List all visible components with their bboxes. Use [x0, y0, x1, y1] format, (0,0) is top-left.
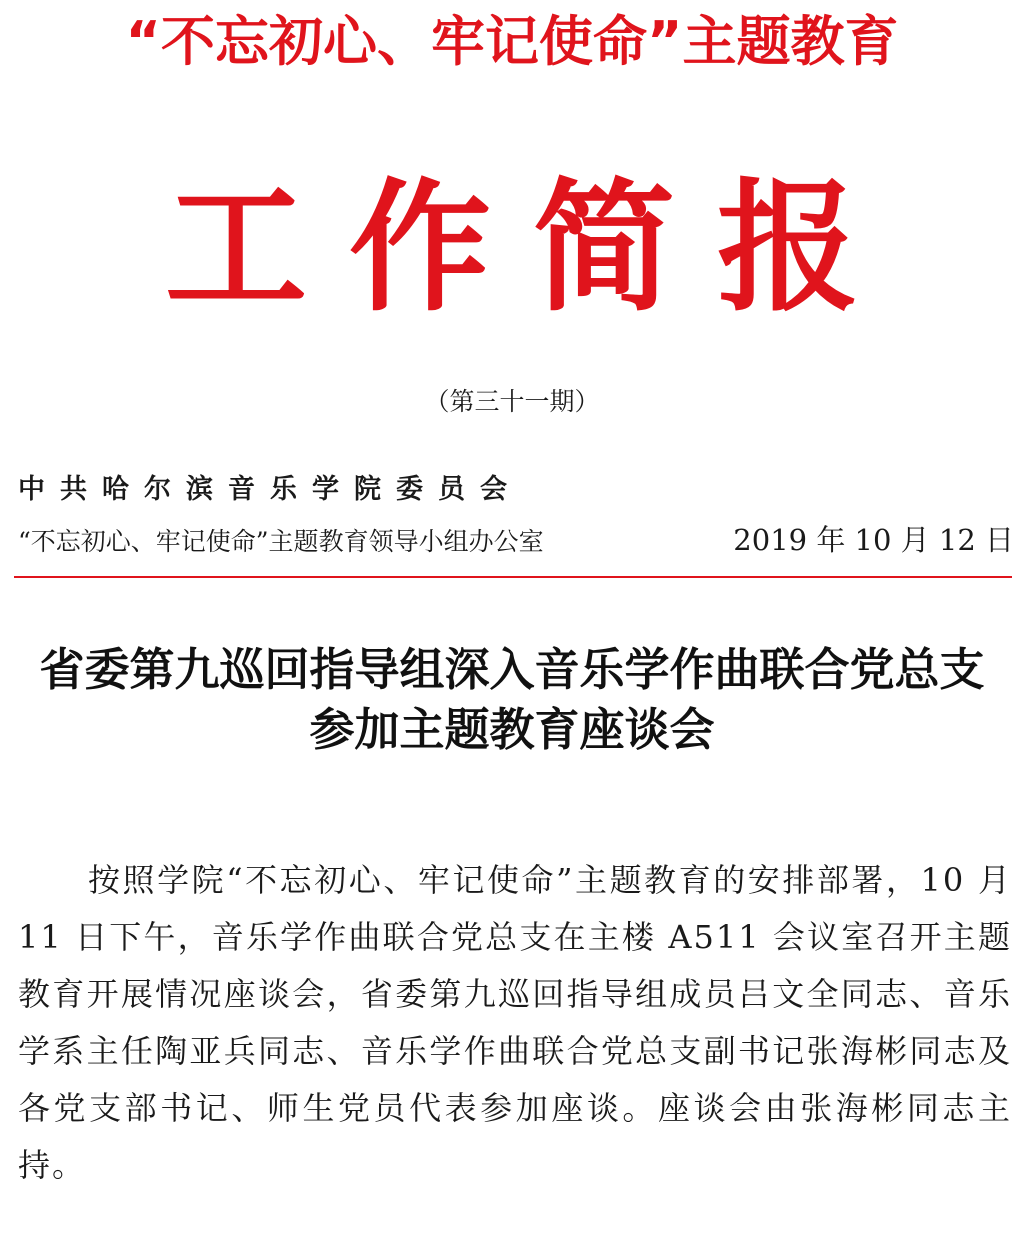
- article-title: [0, 640, 1024, 760]
- red-divider: [14, 576, 1012, 578]
- issue-number: （第三十一期）: [424, 387, 600, 416]
- article-paragraph: 按照学院“不忘初心、牢记使命”主题教育的安排部署，10 月 11 日下午，音乐学作曲联合党总支在主楼 A511 会议室召开主题教育开展情况座谈会，省委第九巡回指导组成员吕文全同志、音乐学系主任陶亚兵同志、音乐学作曲联合党总支副书记张海彬同志及各党支部书记、师生党员代表参加座谈。座谈会由张海彬同志主持。: [18, 861, 1012, 1184]
- masthead-title: 工作简报: [165, 165, 901, 331]
- article-title-line-2: 参加主题教育座谈会: [309, 703, 715, 756]
- issuing-organization: 中共哈尔滨音乐学院委员会: [18, 474, 522, 505]
- issue-date: 2019 年 10 月 12 日: [733, 523, 1014, 557]
- article-title-line-1: 省委第九巡回指导组深入音乐学作曲联合党总支: [39, 643, 985, 696]
- issuing-office: “不忘初心、牢记使命”主题教育领导小组办公室: [18, 527, 544, 556]
- banner-title: “不忘初心、牢记使命”主题教育: [125, 10, 899, 73]
